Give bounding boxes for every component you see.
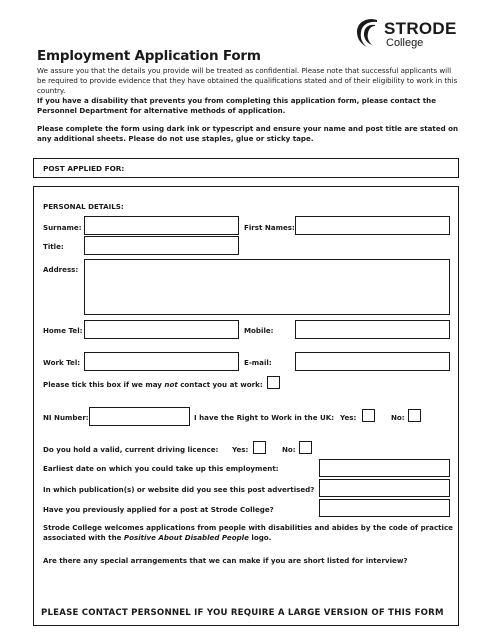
driving-licence-no-label: No: [282, 445, 296, 454]
publication-input[interactable] [319, 479, 450, 497]
right-to-work-no-checkbox[interactable] [408, 409, 421, 422]
email-label: E-mail: [244, 358, 272, 367]
work-tel-label: Work Tel: [43, 358, 81, 367]
driving-licence-label: Do you hold a valid, current driving licence: [43, 445, 219, 454]
surname-input[interactable] [84, 216, 239, 235]
ni-number-input[interactable] [89, 407, 190, 426]
no-contact-text-post: contact you at work: [177, 380, 263, 389]
email-input[interactable] [295, 352, 450, 371]
publication-label: In which publication(s) or website did you see this post advertised? [43, 485, 315, 494]
no-contact-text-not: not [164, 380, 178, 389]
previously-applied-label: Have you previously applied for a post at Strode College? [43, 505, 274, 514]
post-applied-label: POST APPLIED FOR: [43, 164, 125, 173]
right-to-work-yes-label: Yes: [340, 413, 357, 422]
ni-number-label: NI Number: [43, 413, 89, 422]
logo-subtitle: College [386, 37, 424, 49]
no-contact-checkbox[interactable] [267, 376, 280, 389]
logo-name: STRODE [384, 19, 457, 38]
driving-licence-yes-label: Yes: [232, 445, 249, 454]
post-applied-field[interactable] [33, 158, 459, 178]
surname-label: Surname: [43, 223, 82, 232]
first-names-label: First Names: [244, 223, 295, 232]
strode-college-logo [353, 16, 463, 52]
no-contact-text-pre: Please tick this box if we may [43, 380, 165, 389]
right-to-work-yes-checkbox[interactable] [362, 409, 375, 422]
large-version-footer: PLEASE CONTACT PERSONNEL IF YOU REQUIRE A LARGE VERSION OF THIS FORM [41, 608, 444, 618]
equal-ops-text-pre: Strode College welcomes applications from people with disabilities and abides by the code of practice associated with the [43, 523, 453, 542]
driving-licence-yes-checkbox[interactable] [253, 441, 266, 454]
confidential-notice: We assure you that the details you provide will be treated as confidential. Please note that successful applicants will be required to provide evidence that they have obtained the qualifications stated and of their eligibility to work in this country. [37, 66, 458, 95]
first-names-input[interactable] [295, 216, 450, 235]
special-arrangements-label: Are there any special arrangements that we can make if you are short listed for interview? [43, 556, 408, 565]
right-to-work-no-label: No: [391, 413, 405, 422]
strode-logo-icon [353, 16, 381, 50]
earliest-date-label: Earliest date on which you could take up this employment: [43, 464, 279, 473]
right-to-work-label: I have the Right to Work in the UK: [194, 413, 335, 422]
address-label: Address: [43, 265, 79, 274]
instructions-notice: Please complete the form using dark ink or typescript and ensure your name and post title are stated on any additional sheets. Please do not use staples, glue or sticky tape. [37, 124, 459, 143]
mobile-input[interactable] [295, 320, 450, 339]
page-title: Employment Application Form [37, 48, 261, 64]
home-tel-label: Home Tel: [43, 326, 83, 335]
driving-licence-no-checkbox[interactable] [299, 441, 312, 454]
title-label: Title: [43, 242, 64, 251]
title-input[interactable] [84, 236, 239, 255]
previously-applied-input[interactable] [319, 499, 450, 517]
disability-notice: If you have a disability that prevents you from completing this application form, please contact the Personnel Department for alternative methods of application. [37, 96, 437, 115]
equal-ops-text-italic: Positive About Disabled People [123, 533, 249, 542]
mobile-label: Mobile: [244, 326, 274, 335]
work-tel-input[interactable] [84, 352, 239, 371]
earliest-date-input[interactable] [319, 459, 450, 477]
equal-ops-text-post: logo. [248, 533, 272, 542]
personal-details-heading: PERSONAL DETAILS: [43, 202, 124, 211]
equal-opportunities-statement [43, 523, 453, 543]
home-tel-input[interactable] [84, 320, 239, 339]
personal-details-section [33, 186, 459, 626]
intro-text [37, 66, 460, 144]
address-input[interactable] [84, 259, 450, 315]
no-contact-label [43, 380, 263, 389]
